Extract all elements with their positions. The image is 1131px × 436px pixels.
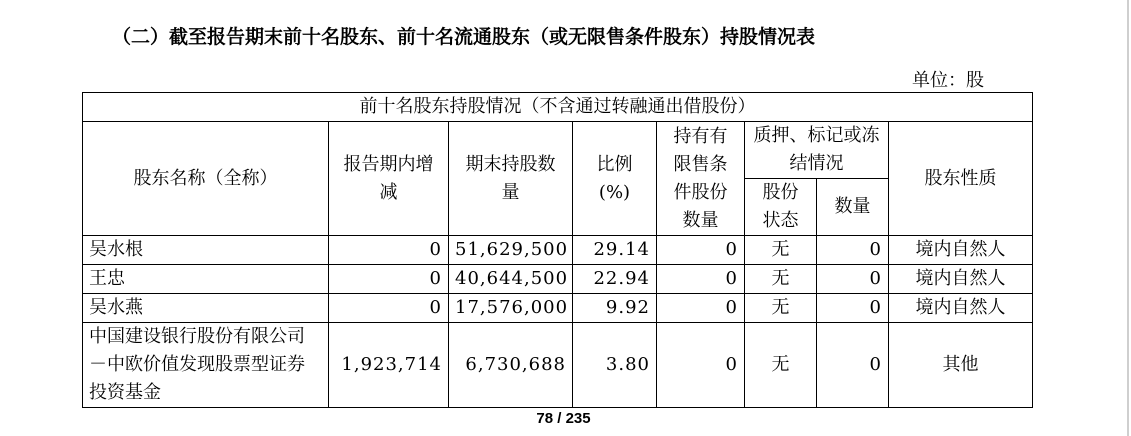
cell-ratio: 3.80	[573, 323, 657, 408]
cell-end-holding: 51,629,500	[449, 236, 573, 265]
header-shareholder-nature: 股东性质	[889, 122, 1033, 236]
cell-end-holding: 17,576,000	[449, 294, 573, 323]
cell-change: 0	[329, 236, 449, 265]
table-caption: 前十名股东持股情况（不含通过转融通出借股份）	[83, 93, 1033, 122]
cell-restricted: 0	[657, 294, 745, 323]
cell-nature: 境内自然人	[889, 265, 1033, 294]
cell-name: 吴水根	[83, 236, 329, 265]
cell-nature: 其他	[889, 323, 1033, 408]
cell-name: 王忠	[83, 265, 329, 294]
cell-status: 无	[745, 236, 817, 265]
cell-ratio: 29.14	[573, 236, 657, 265]
cell-nature: 境内自然人	[889, 236, 1033, 265]
cell-restricted: 0	[657, 265, 745, 294]
page-edge-divider	[1127, 0, 1129, 436]
header-period-change: 报告期内增减	[329, 122, 449, 236]
table-row	[83, 323, 1033, 408]
page-separator: /	[557, 410, 562, 427]
cell-ratio: 22.94	[573, 265, 657, 294]
header-end-holding: 期末持股数量	[449, 122, 573, 236]
top-shareholders-table	[82, 92, 1033, 408]
page-number	[0, 410, 1127, 427]
table-row	[83, 294, 1033, 323]
header-pledge-status: 股份状态	[745, 179, 817, 236]
cell-change: 0	[329, 294, 449, 323]
header-shareholder-name: 股东名称（全称）	[83, 122, 329, 236]
cell-count: 0	[817, 323, 889, 408]
cell-status: 无	[745, 294, 817, 323]
cell-end-holding: 6,730,688	[449, 323, 573, 408]
header-restricted-shares: 持有有限售条件股份数量	[657, 122, 745, 236]
cell-end-holding: 40,644,500	[449, 265, 573, 294]
header-pledge-count: 数量	[817, 179, 889, 236]
cell-name: 中国建设银行股份有限公司－中欧价值发现股票型证券投资基金	[83, 323, 329, 408]
cell-change: 0	[329, 265, 449, 294]
cell-nature: 境内自然人	[889, 294, 1033, 323]
unit-label: 单位：股	[912, 70, 984, 91]
cell-status: 无	[745, 323, 817, 408]
cell-status: 无	[745, 265, 817, 294]
table-row	[83, 265, 1033, 294]
cell-count: 0	[817, 294, 889, 323]
page-total: 235	[565, 410, 591, 427]
cell-restricted: 0	[657, 323, 745, 408]
page-current: 78	[536, 410, 554, 427]
header-pledge-group: 质押、标记或冻结情况	[745, 122, 889, 179]
cell-ratio: 9.92	[573, 294, 657, 323]
cell-change: 1,923,714	[329, 323, 449, 408]
table-row	[83, 236, 1033, 265]
cell-count: 0	[817, 265, 889, 294]
cell-count: 0	[817, 236, 889, 265]
header-ratio: 比例(%)	[573, 122, 657, 236]
cell-restricted: 0	[657, 236, 745, 265]
section-title: （二）截至报告期末前十名股东、前十名流通股东（或无限售条件股东）持股情况表	[112, 26, 816, 48]
cell-name: 吴水燕	[83, 294, 329, 323]
